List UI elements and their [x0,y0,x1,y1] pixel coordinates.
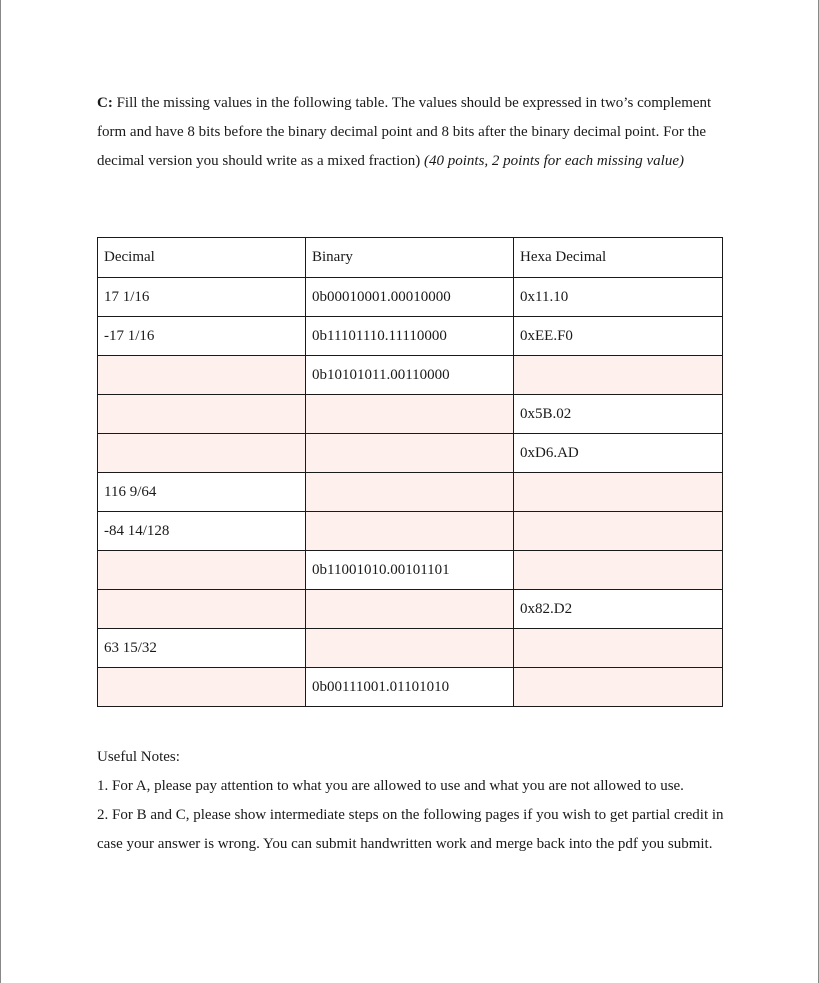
missing-hex-cell[interactable] [514,356,723,395]
decimal-cell: 116 9/64 [98,473,306,512]
missing-binary-cell[interactable] [306,395,514,434]
hex-cell: 0xD6.AD [514,434,723,473]
table-header-row [98,238,723,278]
note-item-2: 2. For B and C, please show intermediate steps on the following pages if you wish to get partial credit in case your answer is wrong. You can submit handwritten work and merge back into the pdf you submit. [97,807,724,852]
table-row [98,590,723,629]
table-row [98,434,723,473]
decimal-cell: -84 14/128 [98,512,306,551]
notes-title: Useful Notes: [97,749,180,765]
table-row [98,395,723,434]
note-item-1: 1. For A, please pay attention to what you are allowed to use and what you are not allowed to use. [97,778,684,794]
hex-cell: 0x82.D2 [514,590,723,629]
missing-binary-cell[interactable] [306,473,514,512]
decimal-cell: 63 15/32 [98,629,306,668]
page-border-left [0,0,1,983]
decimal-cell: -17 1/16 [98,317,306,356]
binary-cell: 0b10101011.00110000 [306,356,514,395]
missing-hex-cell[interactable] [514,512,723,551]
hex-cell: 0x5B.02 [514,395,723,434]
missing-decimal-cell[interactable] [98,395,306,434]
missing-hex-cell[interactable] [514,473,723,512]
useful-notes [97,743,727,859]
missing-binary-cell[interactable] [306,590,514,629]
table-row [98,278,723,317]
table-row [98,512,723,551]
points-note: (40 points, 2 points for each missing value) [424,153,684,169]
header-binary: Binary [306,238,514,278]
missing-hex-cell[interactable] [514,668,723,707]
missing-binary-cell[interactable] [306,512,514,551]
missing-hex-cell[interactable] [514,629,723,668]
missing-hex-cell[interactable] [514,551,723,590]
binary-cell: 0b00111001.01101010 [306,668,514,707]
question-label: C: [97,95,113,111]
binary-cell: 0b00010001.00010000 [306,278,514,317]
missing-decimal-cell[interactable] [98,434,306,473]
missing-binary-cell[interactable] [306,629,514,668]
missing-binary-cell[interactable] [306,434,514,473]
binary-cell: 0b11001010.00101101 [306,551,514,590]
header-decimal: Decimal [98,238,306,278]
missing-decimal-cell[interactable] [98,551,306,590]
binary-cell: 0b11101110.11110000 [306,317,514,356]
table-row [98,317,723,356]
missing-decimal-cell[interactable] [98,668,306,707]
missing-decimal-cell[interactable] [98,590,306,629]
table-row [98,356,723,395]
hex-cell: 0x11.10 [514,278,723,317]
header-hex: Hexa Decimal [514,238,723,278]
table-row [98,551,723,590]
question-text: Fill the missing values in the following table. The values should be expressed in two’s complement form and have 8 bits before the binary decimal point and 8 bits after the binary decimal point. For the decimal version you should write as a mixed fraction) [97,95,712,169]
decimal-cell: 17 1/16 [98,278,306,317]
table-body [98,278,723,707]
hex-cell: 0xEE.F0 [514,317,723,356]
table-row [98,473,723,512]
table-row [98,629,723,668]
table-row [98,668,723,707]
question-paragraph [97,89,727,176]
missing-decimal-cell[interactable] [98,356,306,395]
conversion-table [97,237,723,707]
